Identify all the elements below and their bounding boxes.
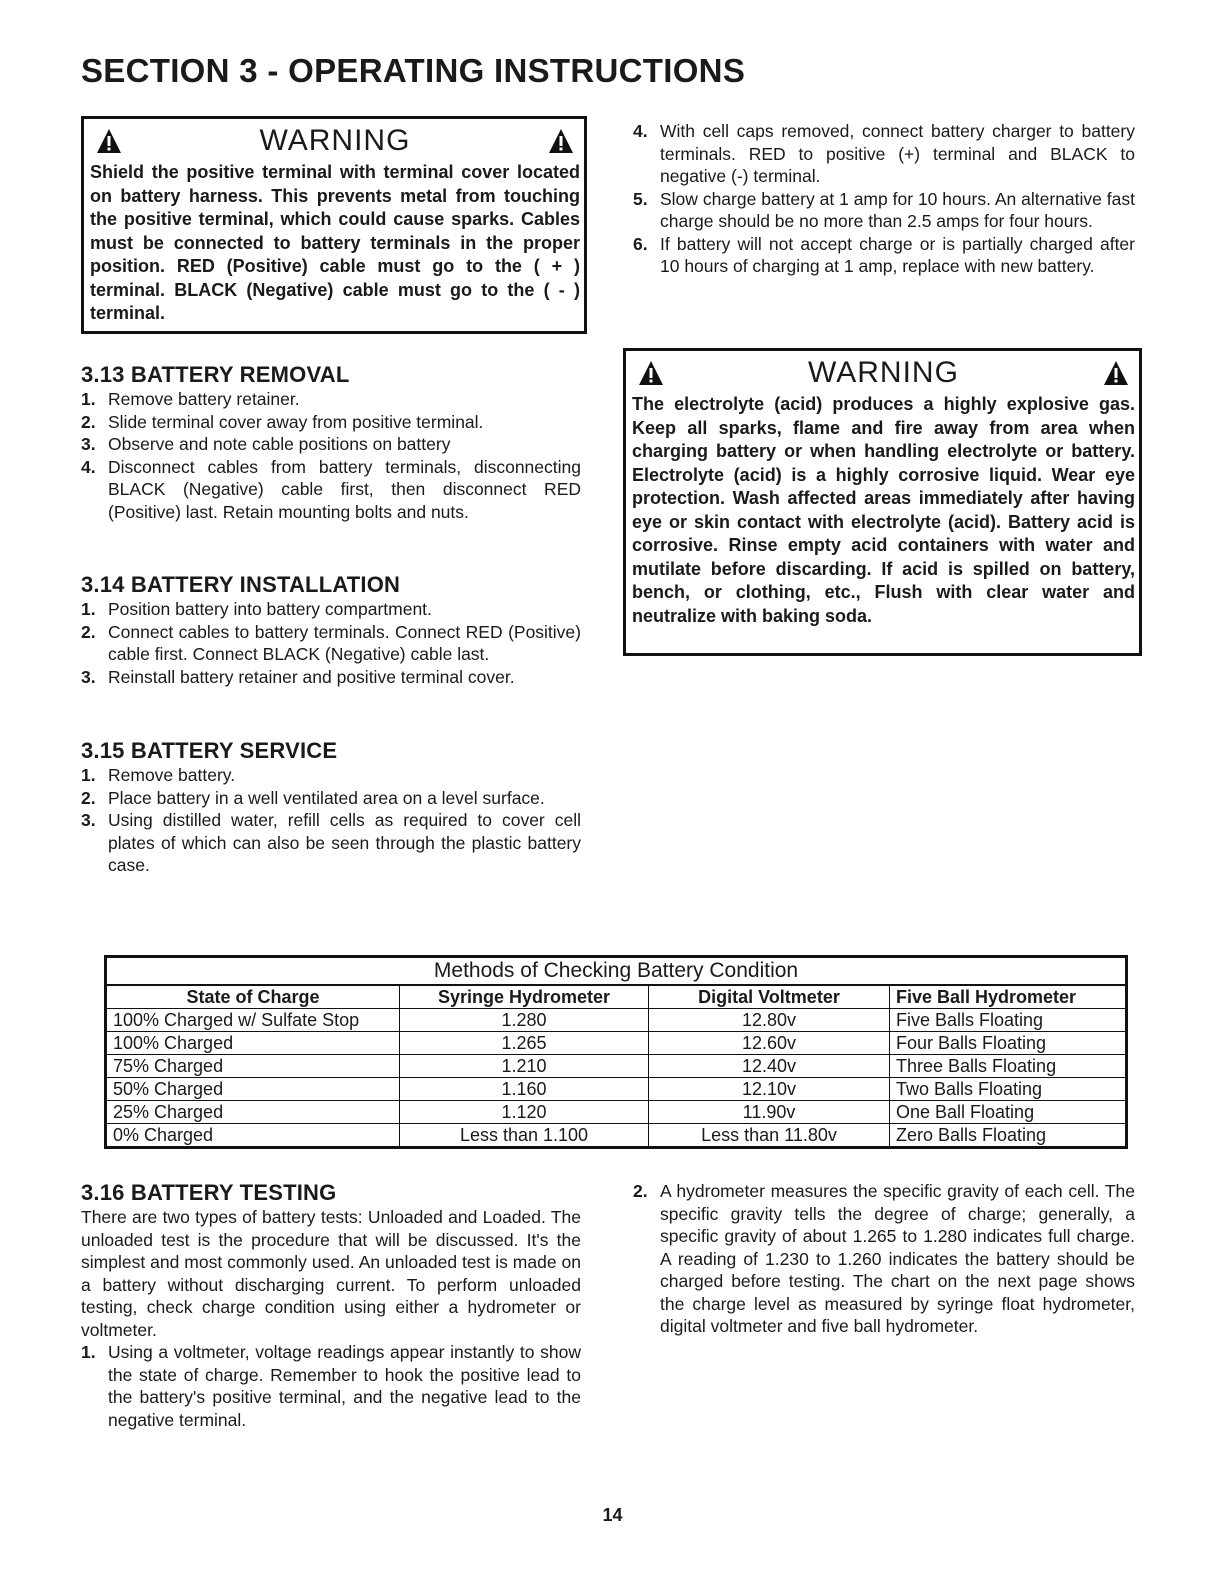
list-item: 2. Connect cables to battery terminals. Connect RED (Positive) cable first. Connect BLACK (Negative) cable last. [81, 621, 581, 664]
battery-condition-table [104, 955, 1128, 1149]
table-cell: 11.90v [649, 1101, 890, 1124]
table-cell: 1.210 [400, 1055, 649, 1078]
list-item: 4. With cell caps removed, connect battery charger to battery terminals. RED to positive (+) terminal and BLACK to negative (-) terminal. [633, 121, 1135, 186]
table-cell: Less than 1.100 [400, 1124, 649, 1148]
list-item: 3. Reinstall battery retainer and positive terminal cover. [81, 666, 515, 687]
list-item: 1. Position battery into battery compartment. [81, 599, 432, 619]
table-cell: 12.60v [649, 1032, 890, 1055]
table-cell: 1.280 [400, 1009, 649, 1032]
list-item: 4. Disconnect cables from battery terminals, disconnecting BLACK (Negative) cable first, then disconnect RED (Positive) last. Retain mounting bolts and nuts. [81, 456, 581, 522]
table-header-row [106, 985, 1127, 1009]
table-cell: 1.160 [400, 1078, 649, 1101]
table-row [106, 1124, 1127, 1148]
list-item: 2. A hydrometer measures the specific gravity of each cell. The specific gravity tells the degree of charge; generally, a specific gravity of about 1.265 to 1.280 indicates full charge. A reading of 1.230 to 1.260 indicates the battery should be charged before testing. The chart on the next page shows the charge level as measured by syringe float hydrometer, digital voltmeter and five ball hydrometer. [633, 1181, 1135, 1336]
list-item: 5. Slow charge battery at 1 amp for 10 hours. An alternative fast charge should be no more than 2.5 amps for four hours. [633, 188, 1135, 231]
warning-triangle-icon [96, 128, 122, 154]
table-cell: 12.80v [649, 1009, 890, 1032]
step-list [81, 1341, 581, 1431]
section-battery-testing-continued [633, 1180, 1135, 1338]
table-cell: Three Balls Floating [890, 1055, 1127, 1078]
testing-intro: There are two types of battery tests: Unloaded and Loaded. The unloaded test is the procedure that will be discussed. It's the simplest and most commonly used. An unloaded test is made on a battery without discharging current. To perform unloaded testing, check charge condition using either a hydrometer or voltmeter. [81, 1207, 581, 1340]
warning-triangle-icon [548, 128, 574, 154]
table-caption-row [106, 957, 1127, 986]
step-list [81, 388, 581, 523]
table-cell: 100% Charged [106, 1032, 400, 1055]
page-number: 14 [602, 1505, 623, 1525]
warning-title: WARNING [808, 356, 959, 389]
warning-text: The electrolyte (acid) produces a highly explosive gas. Keep all sparks, flame and fire away from area when charging battery or when handling electrolyte or battery. Electrolyte (acid) is a highly corrosive liquid. Wear eye protection. Wash affected areas immediately after having eye or skin contact with electrolyte (acid). Battery acid is corrosive. Rinse empty acid containers with water and mutilate before discarding. If acid is spilled on battery, bench, or clothing, etc., Flush with clear water and neutralize with baking soda. [632, 394, 1135, 626]
warning-triangle-icon [1103, 360, 1129, 386]
list-item: 3. Using distilled water, refill cells as required to cover cell plates of which can also be seen through the plastic battery case. [81, 810, 581, 875]
warning-title: WARNING [259, 124, 411, 157]
list-item: 1. Remove battery retainer. [81, 389, 300, 409]
step-list [81, 598, 581, 688]
table-cell: 12.10v [649, 1078, 890, 1101]
table-row [106, 1078, 1127, 1101]
table-cell: 0% Charged [106, 1124, 400, 1148]
table-cell: 1.265 [400, 1032, 649, 1055]
section-heading: 3.13 BATTERY REMOVAL [81, 362, 350, 387]
table-cell: Four Balls Floating [890, 1032, 1127, 1055]
warning-triangle-icon [638, 360, 664, 386]
column-header: Syringe Hydrometer [400, 985, 649, 1009]
table-row [106, 1101, 1127, 1124]
list-item: 1. Using a voltmeter, voltage readings appear instantly to show the state of charge. Remember to hook the positive lead to the battery's positive terminal, and the negative lead to the negative terminal. [81, 1342, 581, 1430]
table-cell: Five Balls Floating [890, 1009, 1127, 1032]
list-item: 1. Remove battery. [81, 765, 236, 785]
table-cell: 1.120 [400, 1101, 649, 1124]
section-battery-service-continued [633, 120, 1135, 278]
step-list [633, 1180, 1135, 1338]
warning-header [632, 355, 1135, 393]
section-battery-testing [81, 1180, 581, 1431]
table-cell: 50% Charged [106, 1078, 400, 1101]
step-list [633, 120, 1135, 278]
page-title: SECTION 3 - OPERATING INSTRUCTIONS [81, 52, 746, 89]
table-cell: 75% Charged [106, 1055, 400, 1078]
warning-box-electrolyte [623, 348, 1142, 656]
column-header: Five Ball Hydrometer [890, 985, 1127, 1009]
column-header: State of Charge [106, 985, 400, 1009]
table-cell: 100% Charged w/ Sulfate Stop [106, 1009, 400, 1032]
table-row [106, 1055, 1127, 1078]
table-row [106, 1009, 1127, 1032]
warning-header [90, 123, 580, 161]
table-cell: Two Balls Floating [890, 1078, 1127, 1101]
list-item: 3. Observe and note cable positions on battery [81, 434, 451, 454]
section-battery-service [81, 738, 581, 877]
table-cell: Less than 11.80v [649, 1124, 890, 1148]
section-heading: 3.14 BATTERY INSTALLATION [81, 572, 401, 597]
table-cell: 25% Charged [106, 1101, 400, 1124]
table-cell: Zero Balls Floating [890, 1124, 1127, 1148]
table-caption: Methods of Checking Battery Condition [106, 957, 1127, 986]
warning-box-harness [81, 116, 587, 334]
section-battery-installation [81, 572, 581, 688]
section-heading: 3.16 BATTERY TESTING [81, 1180, 337, 1205]
list-item: 6. If battery will not accept charge or is partially charged after 10 hours of charging at 1 amp, replace with new battery. [633, 233, 1135, 276]
warning-text: Shield the positive terminal with terminal cover located on battery harness. This prevents metal from touching the positive terminal, which could cause sparks. Cables must be connected to battery terminals in the proper position. RED (Positive) cable must go to the ( + ) terminal. BLACK (Negative) cable must go to the ( - ) terminal. [90, 162, 580, 323]
table-cell: 12.40v [649, 1055, 890, 1078]
step-list [81, 764, 581, 877]
table-cell: One Ball Floating [890, 1101, 1127, 1124]
list-item: 2. Slide terminal cover away from positive terminal. [81, 411, 484, 432]
list-item: 2. Place battery in a well ventilated area on a level surface. [81, 787, 545, 808]
column-header: Digital Voltmeter [649, 985, 890, 1009]
section-heading: 3.15 BATTERY SERVICE [81, 738, 338, 763]
section-battery-removal [81, 362, 581, 523]
table-row [106, 1032, 1127, 1055]
